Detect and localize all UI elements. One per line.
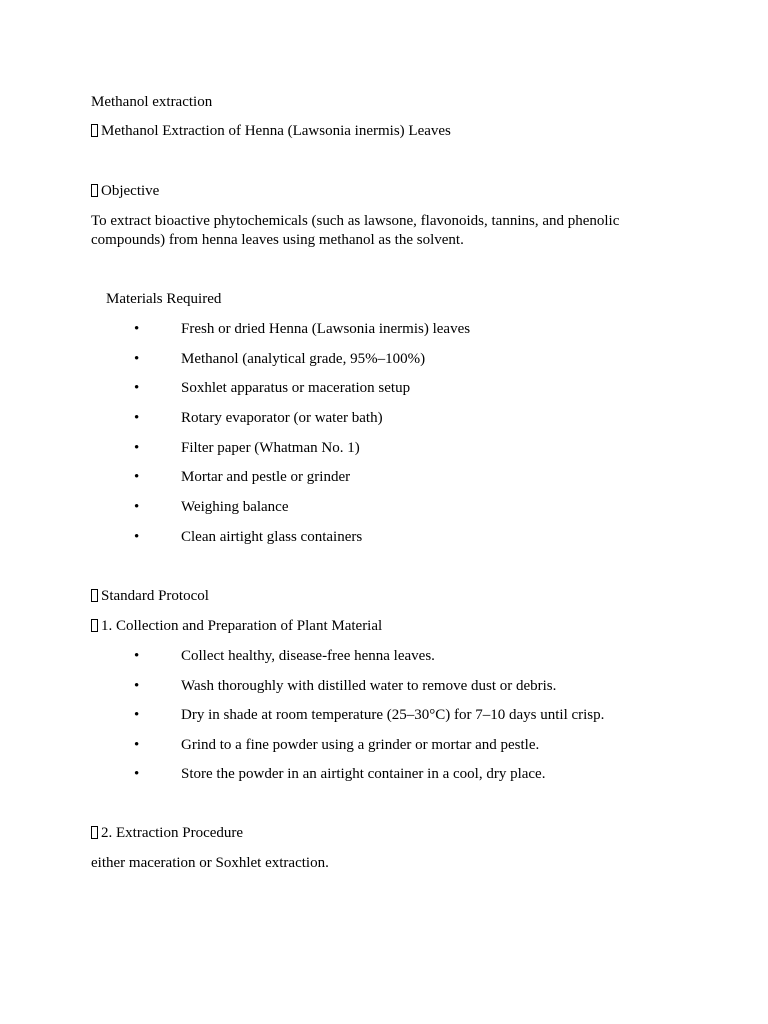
bullet-icon: • — [134, 321, 140, 337]
missing-glyph-icon — [91, 124, 98, 137]
document-title: Methanol extraction — [91, 94, 213, 110]
main-heading-text: Methanol Extraction of Henna (Lawsonia inermis) Leaves — [101, 123, 451, 139]
bullet-icon: • — [134, 380, 140, 396]
missing-glyph-icon — [91, 619, 98, 632]
list-item: Rotary evaporator (or water bath) — [181, 410, 383, 426]
objective-text-line-2: compounds) from henna leaves using methanol as the solvent. — [91, 232, 464, 248]
bullet-icon: • — [134, 529, 140, 545]
objective-heading — [91, 182, 159, 201]
materials-heading: Materials Required — [106, 291, 222, 307]
list-item: Soxhlet apparatus or maceration setup — [181, 380, 411, 396]
list-item: Dry in shade at room temperature (25–30°C) for 7–10 days until crisp. — [181, 707, 605, 723]
list-item: Wash thoroughly with distilled water to remove dust or debris. — [181, 678, 557, 694]
missing-glyph-icon — [91, 826, 98, 839]
missing-glyph-icon — [91, 589, 98, 602]
bullet-icon: • — [134, 351, 140, 367]
list-item: Methanol (analytical grade, 95%–100%) — [181, 351, 426, 367]
bullet-icon: • — [134, 440, 140, 456]
step1-heading-text: 1. Collection and Preparation of Plant Material — [101, 618, 383, 634]
protocol-heading-text: Standard Protocol — [101, 588, 209, 604]
bullet-icon: • — [134, 678, 140, 694]
list-item: Grind to a fine powder using a grinder or mortar and pestle. — [181, 737, 540, 753]
step1-heading — [91, 617, 382, 636]
list-item: Clean airtight glass containers — [181, 529, 363, 545]
step2-text: either maceration or Soxhlet extraction. — [91, 855, 329, 871]
step2-heading — [91, 824, 243, 843]
list-item: Mortar and pestle or grinder — [181, 469, 351, 485]
bullet-icon: • — [134, 648, 140, 664]
bullet-icon: • — [134, 469, 140, 485]
bullet-icon: • — [134, 410, 140, 426]
bullet-icon: • — [134, 766, 140, 782]
main-heading — [91, 122, 451, 141]
step2-heading-text: 2. Extraction Procedure — [101, 825, 244, 841]
list-item: Store the powder in an airtight container in a cool, dry place. — [181, 766, 546, 782]
list-item: Collect healthy, disease-free henna leaves. — [181, 648, 435, 664]
missing-glyph-icon — [91, 184, 98, 197]
bullet-icon: • — [134, 707, 140, 723]
protocol-heading — [91, 587, 209, 606]
bullet-icon: • — [134, 737, 140, 753]
bullet-icon: • — [134, 499, 140, 515]
list-item: Fresh or dried Henna (Lawsonia inermis) leaves — [181, 321, 471, 337]
objective-heading-text: Objective — [101, 183, 160, 199]
list-item: Weighing balance — [181, 499, 289, 515]
list-item: Filter paper (Whatman No. 1) — [181, 440, 360, 456]
objective-text-line-1: To extract bioactive phytochemicals (such as lawsone, flavonoids, tannins, and phenolic — [91, 213, 620, 229]
